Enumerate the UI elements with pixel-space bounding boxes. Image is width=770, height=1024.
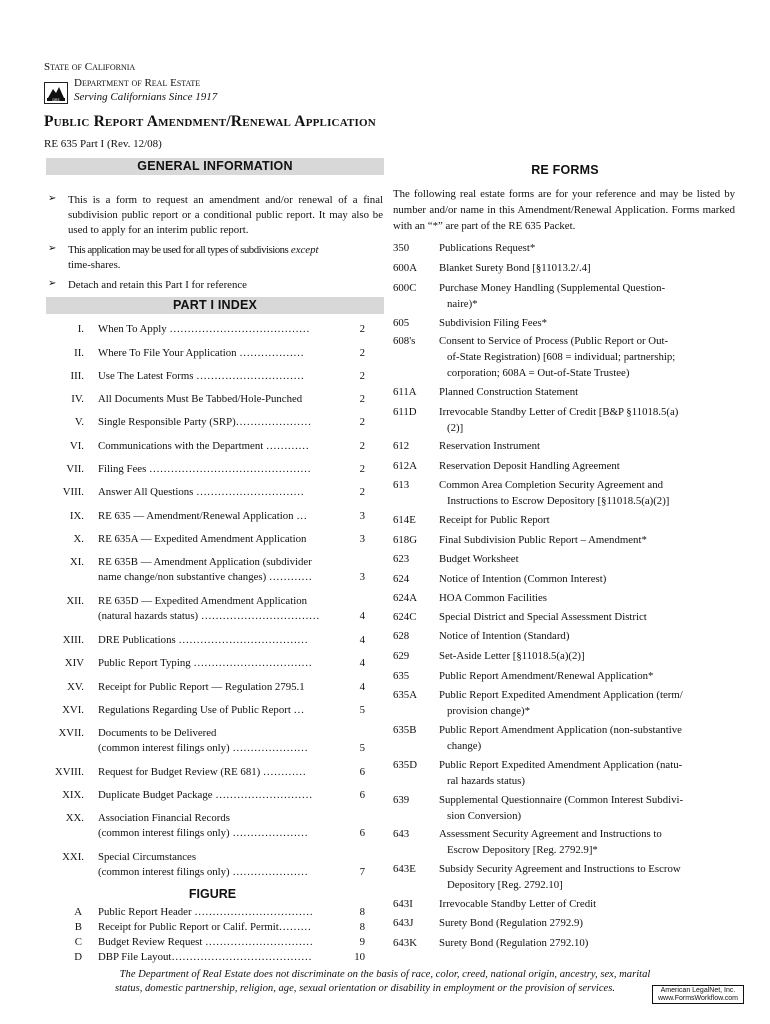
state-name: State of California: [44, 61, 136, 73]
bullet-item: ➢ This is a form to request an amendment and/or renewal of a final subdivision public report or a conditional public report. It may also be used to apply for an interim public report.: [48, 193, 383, 236]
publisher-box: American LegalNet, Inc. www.FormsWorkflow.com: [652, 985, 744, 1004]
part-i-index-heading: PART I INDEX: [46, 297, 384, 314]
arrow-bullet-icon: ➢: [48, 278, 57, 289]
arrow-bullet-icon: ➢: [48, 193, 57, 204]
general-information-heading: GENERAL INFORMATION: [46, 158, 384, 175]
re-forms-intro: The following real estate forms are for your reference and may be listed by number and/or name in this Amendment/Renewal Application. Forms marked with an “*” are part of the RE 635 Packet.: [393, 188, 735, 232]
nondiscrimination-notice: The Department of Real Estate does not discriminate on the basis of race, color, creed, national origin, ancestry, sex, marital status, domestic partnership, religion, age, sexual orientation or disability in employment or the provision of services.: [114, 969, 651, 994]
page-title: Public Report Amendment/Renewal Application: [44, 113, 376, 130]
bullet-item: ➢ Detach and retain this Part I for reference: [48, 278, 247, 291]
bullet-item: ➢ This application may be used for all types of subdivisions except time-shares.: [48, 243, 319, 271]
svg-text:DRE: DRE: [52, 98, 60, 102]
tagline: Serving Californians Since 1917: [74, 91, 218, 103]
form-id: RE 635 Part I (Rev. 12/08): [44, 138, 162, 150]
dre-seal-icon: [44, 82, 68, 104]
figure-heading: FIGURE: [188, 887, 237, 901]
department-name: Department of Real Estate: [74, 77, 201, 89]
re-forms-heading: RE FORMS: [531, 163, 599, 177]
arrow-bullet-icon: ➢: [48, 243, 57, 254]
